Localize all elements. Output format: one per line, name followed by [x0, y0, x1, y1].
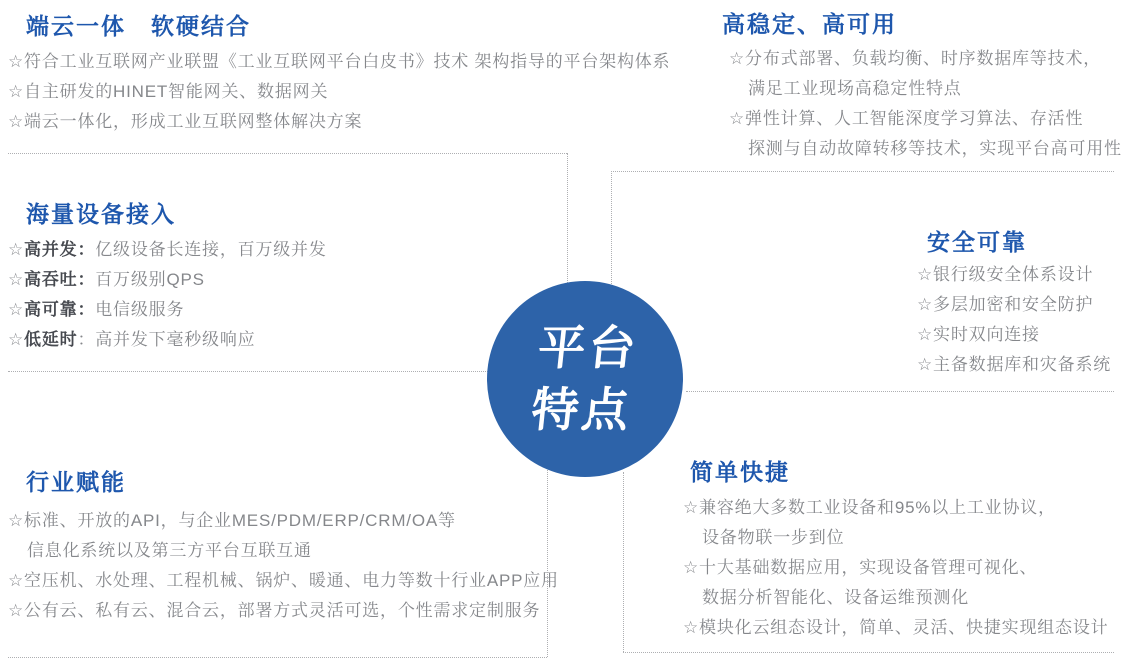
section-cloud-edge	[8, 12, 670, 137]
divider-midleft-bottom	[8, 371, 488, 372]
bullet-line: ☆实时双向连接	[917, 325, 1040, 344]
bullet-line: ☆分布式部署、负载均衡、时序数据库等技术，	[729, 49, 1102, 68]
bullet-line: ☆十大基础数据应用，实现设备管理可视化、	[683, 558, 1038, 577]
star-icon: ☆	[8, 240, 25, 259]
section-massive-access	[8, 200, 327, 355]
feature-text: 百万级别QPS	[95, 270, 205, 289]
divider-bottomright-bottom	[623, 652, 1114, 653]
section-title-cloud-edge: 端云一体 软硬结合	[26, 13, 251, 39]
bullet-line: ☆弹性计算、人工智能深度学习算法、存活性	[729, 109, 1084, 128]
divider-topleft-bottom	[8, 153, 567, 154]
feature-label: 低延时	[24, 330, 78, 349]
section-lines	[8, 235, 327, 355]
feature-item	[8, 235, 327, 265]
divider-topright-left	[611, 171, 612, 286]
badge-line1: 平台	[535, 321, 642, 374]
bullet-line: ☆公有云、私有云、混合云，部署方式灵活可选，个性需求定制服务	[8, 601, 541, 620]
section-industry	[8, 468, 559, 626]
bullet-continuation-line: 设备物联一步到位	[702, 528, 845, 547]
section-security	[917, 228, 1111, 380]
section-title-high-stability: 高稳定、高可用	[722, 11, 897, 37]
section-high-stability	[722, 10, 1122, 164]
bullet-line: ☆空压机、水处理、工程机械、锅炉、暖通、电力等数十行业APP应用	[8, 571, 559, 590]
star-icon: ☆	[8, 300, 25, 319]
star-icon: ☆	[8, 270, 25, 289]
badge-line2: 特点	[529, 383, 635, 436]
badge-text	[528, 317, 641, 441]
feature-text: ：高并发下毫秒级响应	[77, 330, 256, 349]
feature-item	[8, 325, 327, 355]
section-lines	[917, 260, 1111, 380]
section-title-massive-access: 海量设备接入	[26, 201, 176, 227]
bullet-line: ☆主备数据库和灾备系统	[917, 355, 1112, 374]
section-title-simple-fast: 简单快捷	[690, 459, 790, 485]
section-lines	[683, 493, 1108, 643]
bullet-continuation-line: 探测与自动故障转移等技术，实现平台高可用性	[748, 139, 1122, 158]
bullet-line: ☆兼容绝大多数工业设备和95%以上工业协议，	[683, 498, 1056, 517]
divider-topleft-right	[567, 153, 568, 287]
feature-label: 高并发：	[24, 240, 96, 259]
section-lines	[8, 47, 670, 137]
section-simple-fast	[683, 458, 1108, 643]
bullet-line: ☆自主研发的HINET智能网关、数据网关	[8, 82, 329, 101]
bullet-line: ☆标准、开放的API，与企业MES/PDM/ERP/CRM/OA等	[8, 511, 456, 530]
bullet-line: ☆符合工业互联网产业联盟《工业互联网平台白皮书》技术 架构指导的平台架构体系	[8, 52, 671, 71]
section-lines	[8, 506, 559, 626]
bullet-continuation-line: 满足工业现场高稳定性特点	[748, 79, 962, 98]
star-icon: ☆	[8, 330, 25, 349]
divider-security-bottom	[686, 391, 1114, 392]
feature-label: 高吞吐：	[24, 270, 96, 289]
section-lines	[722, 44, 1122, 164]
bullet-continuation-line: 数据分析智能化、设备运维预测化	[702, 588, 969, 607]
feature-label: 高可靠：	[24, 300, 96, 319]
bullet-line: ☆端云一体化，形成工业互联网整体解决方案	[8, 112, 363, 131]
bullet-continuation-line: 信息化系统以及第三方平台互联互通	[27, 541, 312, 560]
divider-bottomleft-right	[547, 470, 548, 657]
section-title-industry: 行业赋能	[26, 469, 126, 495]
divider-bottomright-left	[623, 472, 624, 652]
feature-item	[8, 295, 327, 325]
bullet-line: ☆银行级安全体系设计	[917, 265, 1094, 284]
bullet-line: ☆模块化云组态设计，简单、灵活、快捷实现组态设计	[683, 618, 1109, 637]
platform-features-badge	[487, 281, 683, 477]
divider-bottomleft-bottom	[8, 657, 547, 658]
feature-text: 亿级设备长连接，百万级并发	[95, 240, 327, 259]
divider-topright-top	[611, 171, 1114, 172]
section-title-security: 安全可靠	[927, 229, 1027, 255]
feature-item	[8, 265, 327, 295]
bullet-line: ☆多层加密和安全防护	[917, 295, 1094, 314]
feature-text: 电信级服务	[95, 300, 185, 319]
